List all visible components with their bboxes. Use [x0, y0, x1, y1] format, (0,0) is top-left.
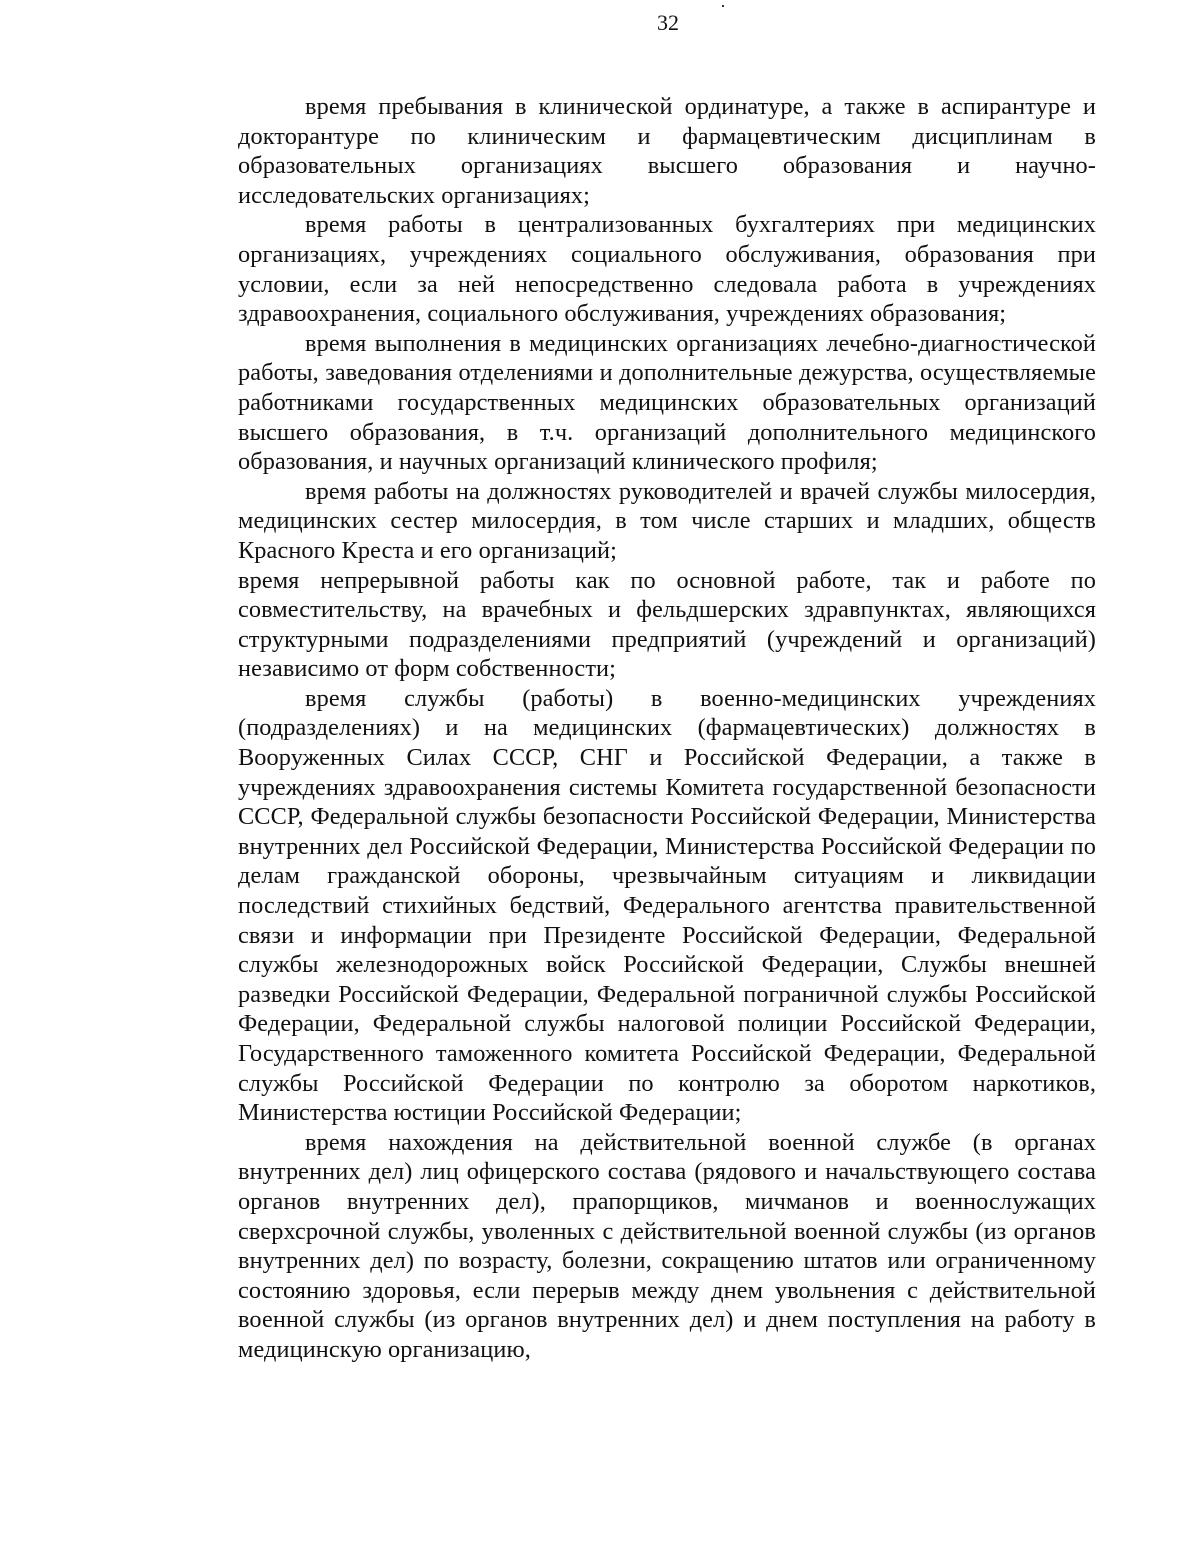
paragraph-active-military-service: время нахождения на действительной военной службе (в органах внутренних дел) лиц офицерского состава (рядового и начальствующего состава органов внутренних дел), прапорщиков, мичманов и военнослужащих сверхсрочной службы, уволенных с действительной военной службы (из органов внутренних дел) по возрасту, болезни, сокращению штатов или ограниченному состоянию здоровья, если перерыв между днем увольнения с действительной военной службы (из органов внутренних дел) и днем поступления на работу в медицинскую организацию, — [238, 1128, 1096, 1363]
document-body — [238, 92, 1096, 1365]
paragraph-diagnostic-work: время выполнения в медицинских организациях лечебно-диагностической работы, заведования отделениями и дополнительные дежурства, осуществляемые работниками государственных медицинских образовательных организаций высшего образования, в т.ч. организаций дополнительного медицинского образования, и научных организаций клинического профиля; — [238, 329, 1096, 476]
paragraph-clinical-residency: время пребывания в клинической ординатуре, а также в аспирантуре и докторантуре по клиническим и фармацевтическим дисциплинам в образовательных организациях высшего образования и научно-исследовательских организациях; — [238, 93, 1096, 209]
scan-artifact-dot — [722, 5, 724, 7]
page-number: 32 — [657, 10, 679, 35]
paragraph-military-medical-service: время службы (работы) в военно-медицинских учреждениях (подразделениях) и на медицинских (фармацевтических) должностях в Вооруженных Силах СССР, СНГ и Российской Федерации, а также в учреждениях здравоохранения системы Комитета государственной безопасности СССР, Федеральной службы безопасности Российской Федерации, Министерства внутренних дел Российской Федерации, Министерства Российской Федерации по делам гражданской обороны, чрезвычайным ситуациям и ликвидации последствий стихийных бедствий, Федерального агентства правительственной связи и информации при Президенте Российской Федерации, Федеральной службы железнодорожных войск Российской Федерации, Службы внешней разведки Российской Федерации, Федеральной пограничной службы Российской Федерации, Федеральной службы налоговой полиции Российской Федерации, Государственного таможенного комитета Российской Федерации, Федеральной службы Российской Федерации по контролю за оборотом наркотиков, Министерства юстиции Российской Федерации; — [238, 684, 1096, 1127]
paragraph-mercy-service: время работы на должностях руководителей и врачей службы милосердия, медицинских сестер милосердия, в том числе старших и младших, обществ Красного Креста и его организаций; — [238, 477, 1096, 564]
paragraph-health-posts: время непрерывной работы как по основной работе, так и работе по совместительству, на врачебных и фельдшерских здравпунктах, являющихся структурными подразделениями предприятий (учреждений и организаций) независимо от форм собственности; — [238, 566, 1096, 683]
paragraph-centralized-accounting: время работы в централизованных бухгалтериях при медицинских организациях, учреждениях социального обслуживания, образования при условии, если за ней непосредственно следовала работа в учреждениях здравоохранения, социального обслуживания, учреждениях образования; — [238, 211, 1096, 328]
